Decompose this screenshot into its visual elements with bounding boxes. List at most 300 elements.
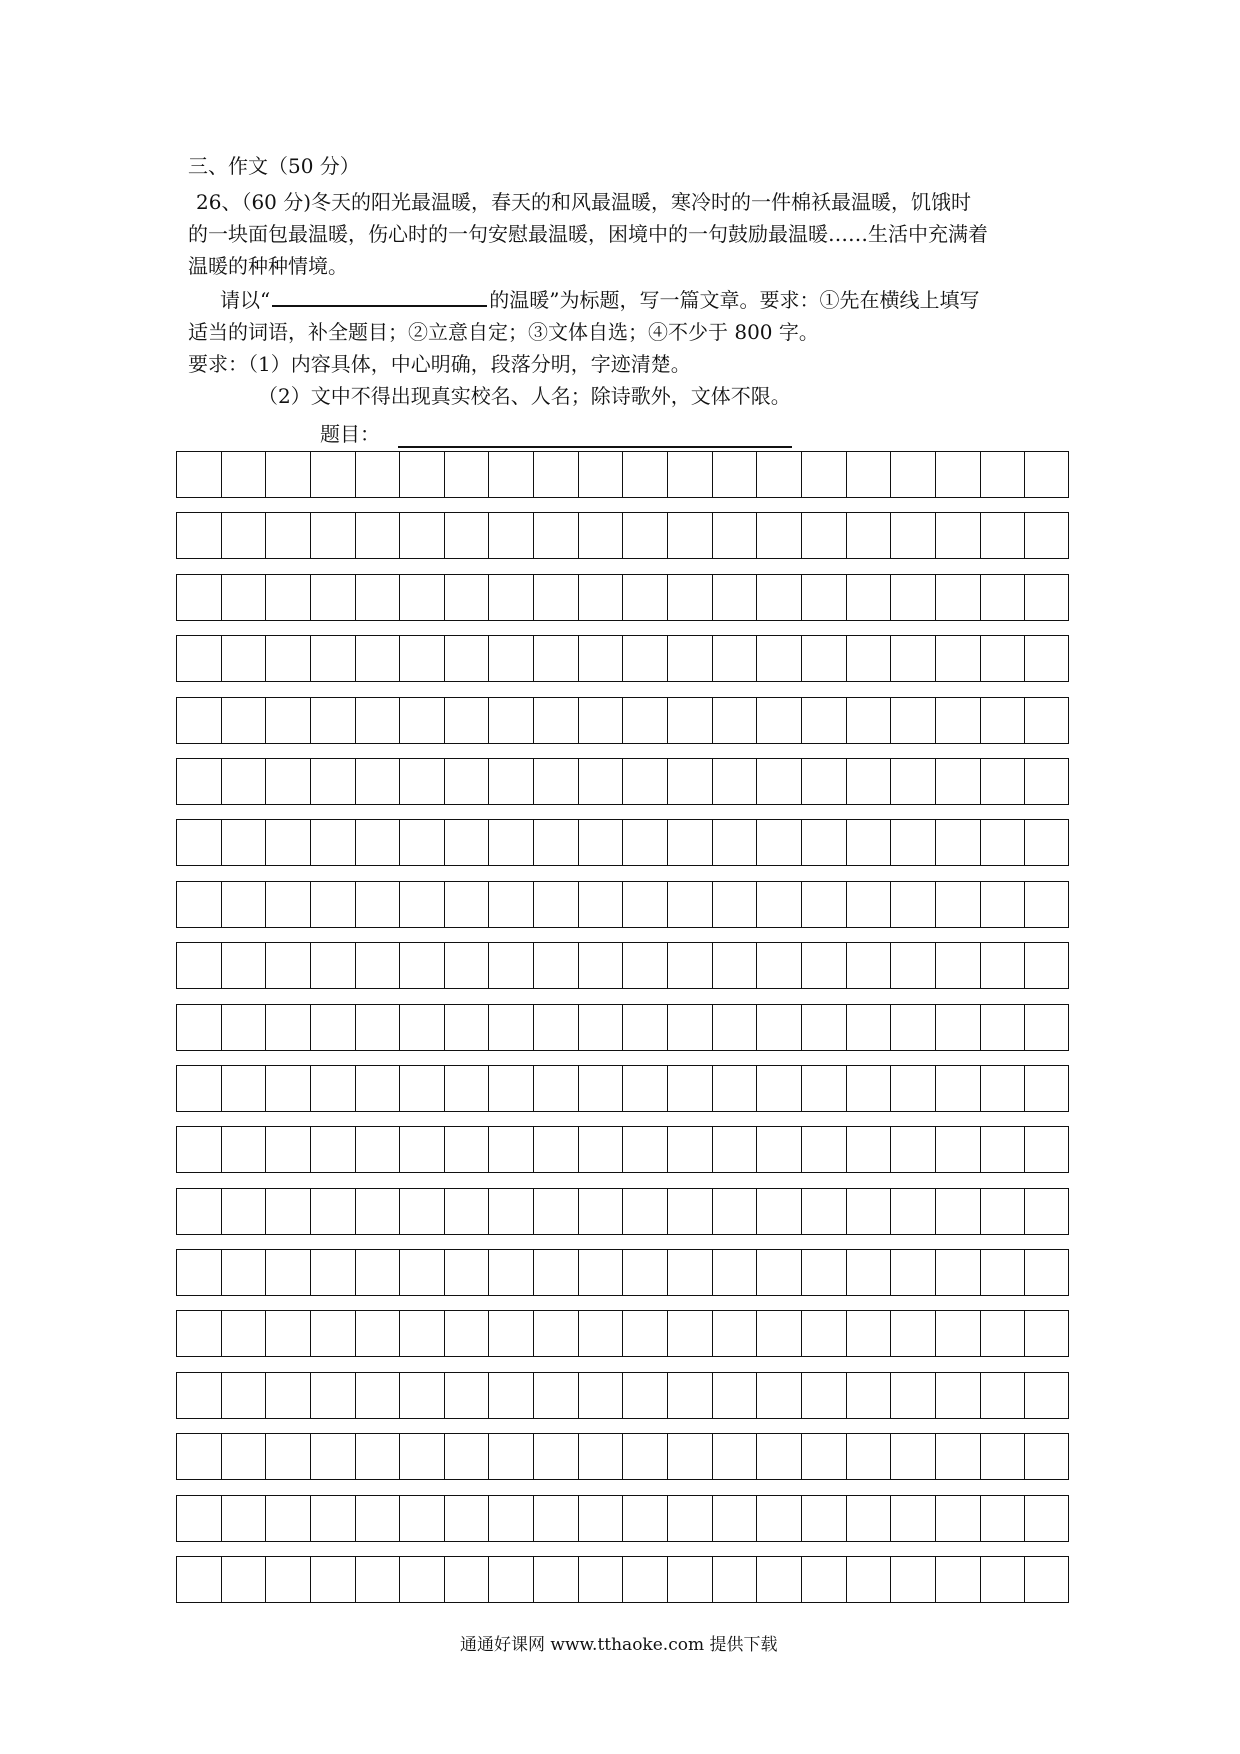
grid-cell[interactable]: [445, 698, 490, 743]
grid-cell[interactable]: [713, 698, 758, 743]
grid-cell[interactable]: [757, 1189, 802, 1234]
grid-cell[interactable]: [981, 1005, 1026, 1050]
grid-cell[interactable]: [981, 452, 1026, 497]
grid-cell[interactable]: [981, 636, 1026, 681]
grid-cell[interactable]: [222, 1127, 267, 1172]
grid-cell[interactable]: [847, 513, 892, 558]
grid-cell[interactable]: [668, 513, 713, 558]
grid-cell[interactable]: [668, 759, 713, 804]
grid-cell[interactable]: [757, 943, 802, 988]
grid-cell[interactable]: [489, 1066, 534, 1111]
grid-cell[interactable]: [534, 882, 579, 927]
grid-cell[interactable]: [445, 1250, 490, 1295]
grid-cell[interactable]: [534, 1434, 579, 1479]
grid-cell[interactable]: [981, 575, 1026, 620]
grid-cell[interactable]: [311, 943, 356, 988]
grid-cell[interactable]: [623, 1496, 668, 1541]
grid-cell[interactable]: [445, 1127, 490, 1172]
grid-cell[interactable]: [757, 1066, 802, 1111]
grid-cell[interactable]: [266, 820, 311, 865]
grid-cell[interactable]: [936, 1066, 981, 1111]
grid-cell[interactable]: [400, 1434, 445, 1479]
grid-cell[interactable]: [222, 943, 267, 988]
grid-cell[interactable]: [311, 1250, 356, 1295]
grid-cell[interactable]: [668, 1250, 713, 1295]
grid-cell[interactable]: [400, 943, 445, 988]
grid-cell[interactable]: [1025, 882, 1070, 927]
grid-cell[interactable]: [891, 943, 936, 988]
grid-cell[interactable]: [936, 1311, 981, 1356]
grid-cell[interactable]: [579, 452, 624, 497]
grid-cell[interactable]: [266, 452, 311, 497]
grid-cell[interactable]: [802, 1557, 847, 1602]
grid-cell[interactable]: [489, 943, 534, 988]
grid-cell[interactable]: [177, 1373, 222, 1418]
grid-cell[interactable]: [489, 1557, 534, 1602]
grid-cell[interactable]: [311, 1066, 356, 1111]
grid-cell[interactable]: [579, 575, 624, 620]
grid-cell[interactable]: [534, 820, 579, 865]
grid-cell[interactable]: [623, 575, 668, 620]
grid-cell[interactable]: [266, 1373, 311, 1418]
grid-cell[interactable]: [222, 820, 267, 865]
grid-cell[interactable]: [713, 1250, 758, 1295]
grid-cell[interactable]: [266, 1496, 311, 1541]
grid-cell[interactable]: [936, 943, 981, 988]
grid-cell[interactable]: [891, 452, 936, 497]
grid-cell[interactable]: [891, 759, 936, 804]
grid-cell[interactable]: [400, 698, 445, 743]
grid-cell[interactable]: [356, 452, 401, 497]
grid-cell[interactable]: [356, 1127, 401, 1172]
grid-cell[interactable]: [177, 1434, 222, 1479]
grid-cell[interactable]: [847, 1557, 892, 1602]
grid-cell[interactable]: [668, 1557, 713, 1602]
grid-cell[interactable]: [177, 452, 222, 497]
grid-cell[interactable]: [981, 943, 1026, 988]
grid-cell[interactable]: [579, 513, 624, 558]
grid-cell[interactable]: [847, 1250, 892, 1295]
grid-cell[interactable]: [713, 452, 758, 497]
grid-cell[interactable]: [579, 1311, 624, 1356]
grid-cell[interactable]: [311, 1557, 356, 1602]
grid-cell[interactable]: [623, 452, 668, 497]
grid-cell[interactable]: [623, 1373, 668, 1418]
grid-cell[interactable]: [847, 1434, 892, 1479]
grid-cell[interactable]: [936, 882, 981, 927]
grid-cell[interactable]: [534, 1311, 579, 1356]
grid-cell[interactable]: [177, 1250, 222, 1295]
grid-cell[interactable]: [1025, 452, 1070, 497]
grid-cell[interactable]: [757, 1434, 802, 1479]
grid-cell[interactable]: [623, 636, 668, 681]
grid-cell[interactable]: [757, 1373, 802, 1418]
grid-cell[interactable]: [713, 636, 758, 681]
grid-cell[interactable]: [668, 1311, 713, 1356]
grid-cell[interactable]: [981, 1127, 1026, 1172]
grid-cell[interactable]: [266, 1189, 311, 1234]
grid-cell[interactable]: [891, 575, 936, 620]
grid-cell[interactable]: [356, 820, 401, 865]
grid-cell[interactable]: [668, 943, 713, 988]
grid-cell[interactable]: [445, 1373, 490, 1418]
grid-cell[interactable]: [311, 820, 356, 865]
grid-cell[interactable]: [847, 882, 892, 927]
grid-cell[interactable]: [891, 698, 936, 743]
grid-cell[interactable]: [802, 1311, 847, 1356]
grid-cell[interactable]: [757, 698, 802, 743]
grid-cell[interactable]: [489, 1005, 534, 1050]
grid-cell[interactable]: [579, 1557, 624, 1602]
grid-cell[interactable]: [802, 759, 847, 804]
grid-cell[interactable]: [802, 1005, 847, 1050]
grid-cell[interactable]: [891, 882, 936, 927]
grid-cell[interactable]: [802, 943, 847, 988]
grid-cell[interactable]: [579, 1373, 624, 1418]
grid-cell[interactable]: [177, 1005, 222, 1050]
grid-cell[interactable]: [936, 575, 981, 620]
grid-cell[interactable]: [489, 882, 534, 927]
grid-cell[interactable]: [802, 1189, 847, 1234]
grid-cell[interactable]: [1025, 1127, 1070, 1172]
grid-cell[interactable]: [981, 759, 1026, 804]
grid-cell[interactable]: [713, 1189, 758, 1234]
grid-cell[interactable]: [445, 636, 490, 681]
grid-cell[interactable]: [311, 1311, 356, 1356]
grid-cell[interactable]: [981, 1189, 1026, 1234]
grid-cell[interactable]: [311, 759, 356, 804]
grid-cell[interactable]: [356, 1250, 401, 1295]
grid-cell[interactable]: [534, 1373, 579, 1418]
grid-cell[interactable]: [222, 1189, 267, 1234]
grid-cell[interactable]: [802, 1496, 847, 1541]
grid-cell[interactable]: [222, 1005, 267, 1050]
grid-cell[interactable]: [757, 1557, 802, 1602]
grid-cell[interactable]: [1025, 759, 1070, 804]
grid-cell[interactable]: [445, 882, 490, 927]
grid-cell[interactable]: [847, 1311, 892, 1356]
grid-cell[interactable]: [623, 698, 668, 743]
grid-cell[interactable]: [623, 882, 668, 927]
grid-cell[interactable]: [936, 1496, 981, 1541]
grid-cell[interactable]: [400, 575, 445, 620]
grid-cell[interactable]: [847, 943, 892, 988]
grid-cell[interactable]: [356, 882, 401, 927]
grid-cell[interactable]: [757, 452, 802, 497]
grid-cell[interactable]: [668, 1189, 713, 1234]
grid-cell[interactable]: [802, 452, 847, 497]
grid-cell[interactable]: [534, 759, 579, 804]
grid-cell[interactable]: [489, 1496, 534, 1541]
grid-cell[interactable]: [802, 513, 847, 558]
grid-cell[interactable]: [445, 1557, 490, 1602]
grid-cell[interactable]: [222, 882, 267, 927]
grid-cell[interactable]: [222, 1557, 267, 1602]
grid-cell[interactable]: [713, 1373, 758, 1418]
grid-cell[interactable]: [222, 1250, 267, 1295]
grid-cell[interactable]: [757, 759, 802, 804]
grid-cell[interactable]: [1025, 636, 1070, 681]
grid-cell[interactable]: [222, 1496, 267, 1541]
grid-cell[interactable]: [356, 1005, 401, 1050]
grid-cell[interactable]: [266, 636, 311, 681]
grid-cell[interactable]: [489, 513, 534, 558]
grid-cell[interactable]: [802, 575, 847, 620]
grid-cell[interactable]: [222, 636, 267, 681]
grid-cell[interactable]: [936, 820, 981, 865]
grid-cell[interactable]: [177, 1311, 222, 1356]
grid-cell[interactable]: [356, 513, 401, 558]
grid-cell[interactable]: [757, 575, 802, 620]
grid-cell[interactable]: [400, 1005, 445, 1050]
grid-cell[interactable]: [579, 698, 624, 743]
grid-cell[interactable]: [802, 1127, 847, 1172]
grid-cell[interactable]: [534, 1189, 579, 1234]
grid-cell[interactable]: [445, 1496, 490, 1541]
grid-cell[interactable]: [668, 820, 713, 865]
grid-cell[interactable]: [400, 882, 445, 927]
grid-cell[interactable]: [266, 1127, 311, 1172]
grid-cell[interactable]: [847, 1005, 892, 1050]
grid-cell[interactable]: [400, 636, 445, 681]
grid-cell[interactable]: [1025, 1250, 1070, 1295]
grid-cell[interactable]: [757, 1005, 802, 1050]
grid-cell[interactable]: [579, 636, 624, 681]
grid-cell[interactable]: [802, 1434, 847, 1479]
grid-cell[interactable]: [981, 1250, 1026, 1295]
grid-cell[interactable]: [936, 513, 981, 558]
grid-cell[interactable]: [534, 1250, 579, 1295]
grid-cell[interactable]: [222, 1434, 267, 1479]
grid-cell[interactable]: [445, 1189, 490, 1234]
grid-cell[interactable]: [802, 1373, 847, 1418]
grid-cell[interactable]: [847, 820, 892, 865]
grid-cell[interactable]: [222, 452, 267, 497]
grid-cell[interactable]: [623, 943, 668, 988]
grid-cell[interactable]: [266, 1311, 311, 1356]
grid-cell[interactable]: [668, 452, 713, 497]
grid-cell[interactable]: [1025, 1066, 1070, 1111]
grid-cell[interactable]: [177, 820, 222, 865]
grid-cell[interactable]: [802, 698, 847, 743]
grid-cell[interactable]: [177, 882, 222, 927]
grid-cell[interactable]: [891, 1311, 936, 1356]
grid-cell[interactable]: [981, 1496, 1026, 1541]
grid-cell[interactable]: [445, 1005, 490, 1050]
grid-cell[interactable]: [489, 636, 534, 681]
grid-cell[interactable]: [936, 1005, 981, 1050]
grid-cell[interactable]: [891, 1496, 936, 1541]
grid-cell[interactable]: [400, 1066, 445, 1111]
grid-cell[interactable]: [534, 1005, 579, 1050]
grid-cell[interactable]: [936, 1189, 981, 1234]
grid-cell[interactable]: [981, 1373, 1026, 1418]
grid-cell[interactable]: [177, 1066, 222, 1111]
grid-cell[interactable]: [623, 1250, 668, 1295]
grid-cell[interactable]: [891, 1005, 936, 1050]
grid-cell[interactable]: [266, 698, 311, 743]
grid-cell[interactable]: [445, 1311, 490, 1356]
grid-cell[interactable]: [445, 452, 490, 497]
grid-cell[interactable]: [579, 1496, 624, 1541]
grid-cell[interactable]: [1025, 575, 1070, 620]
grid-cell[interactable]: [222, 513, 267, 558]
grid-cell[interactable]: [356, 1496, 401, 1541]
grid-cell[interactable]: [847, 1373, 892, 1418]
grid-cell[interactable]: [356, 1557, 401, 1602]
grid-cell[interactable]: [177, 513, 222, 558]
grid-cell[interactable]: [936, 1250, 981, 1295]
grid-cell[interactable]: [534, 1496, 579, 1541]
grid-cell[interactable]: [356, 943, 401, 988]
grid-cell[interactable]: [668, 1434, 713, 1479]
grid-cell[interactable]: [177, 1189, 222, 1234]
grid-cell[interactable]: [891, 1066, 936, 1111]
grid-cell[interactable]: [802, 820, 847, 865]
grid-cell[interactable]: [489, 1311, 534, 1356]
grid-cell[interactable]: [623, 1005, 668, 1050]
grid-cell[interactable]: [847, 698, 892, 743]
grid-cell[interactable]: [713, 1066, 758, 1111]
grid-cell[interactable]: [981, 882, 1026, 927]
grid-cell[interactable]: [311, 452, 356, 497]
grid-cell[interactable]: [400, 1557, 445, 1602]
grid-cell[interactable]: [981, 698, 1026, 743]
grid-cell[interactable]: [445, 820, 490, 865]
grid-cell[interactable]: [757, 513, 802, 558]
grid-cell[interactable]: [623, 513, 668, 558]
grid-cell[interactable]: [891, 1189, 936, 1234]
grid-cell[interactable]: [445, 1066, 490, 1111]
grid-cell[interactable]: [445, 1434, 490, 1479]
grid-cell[interactable]: [847, 1127, 892, 1172]
grid-cell[interactable]: [489, 820, 534, 865]
grid-cell[interactable]: [400, 452, 445, 497]
grid-cell[interactable]: [177, 636, 222, 681]
grid-cell[interactable]: [891, 1127, 936, 1172]
grid-cell[interactable]: [222, 698, 267, 743]
grid-cell[interactable]: [936, 1127, 981, 1172]
grid-cell[interactable]: [266, 513, 311, 558]
grid-cell[interactable]: [489, 452, 534, 497]
grid-cell[interactable]: [266, 882, 311, 927]
grid-cell[interactable]: [534, 1557, 579, 1602]
grid-cell[interactable]: [847, 636, 892, 681]
grid-cell[interactable]: [579, 882, 624, 927]
grid-cell[interactable]: [713, 1005, 758, 1050]
grid-cell[interactable]: [981, 1557, 1026, 1602]
grid-cell[interactable]: [311, 698, 356, 743]
grid-cell[interactable]: [891, 820, 936, 865]
grid-cell[interactable]: [400, 759, 445, 804]
grid-cell[interactable]: [623, 1557, 668, 1602]
grid-cell[interactable]: [623, 1066, 668, 1111]
grid-cell[interactable]: [668, 575, 713, 620]
grid-cell[interactable]: [177, 943, 222, 988]
grid-cell[interactable]: [579, 1127, 624, 1172]
grid-cell[interactable]: [668, 1373, 713, 1418]
grid-cell[interactable]: [802, 882, 847, 927]
grid-cell[interactable]: [713, 1557, 758, 1602]
grid-cell[interactable]: [489, 1373, 534, 1418]
grid-cell[interactable]: [400, 513, 445, 558]
grid-cell[interactable]: [400, 1189, 445, 1234]
grid-cell[interactable]: [623, 1434, 668, 1479]
grid-cell[interactable]: [400, 820, 445, 865]
grid-cell[interactable]: [757, 882, 802, 927]
grid-cell[interactable]: [266, 759, 311, 804]
grid-cell[interactable]: [713, 882, 758, 927]
grid-cell[interactable]: [534, 575, 579, 620]
grid-cell[interactable]: [891, 1434, 936, 1479]
grid-cell[interactable]: [356, 1373, 401, 1418]
grid-cell[interactable]: [356, 1434, 401, 1479]
grid-cell[interactable]: [891, 636, 936, 681]
grid-cell[interactable]: [668, 1127, 713, 1172]
grid-cell[interactable]: [713, 513, 758, 558]
grid-cell[interactable]: [311, 1005, 356, 1050]
grid-cell[interactable]: [1025, 820, 1070, 865]
grid-cell[interactable]: [177, 1496, 222, 1541]
grid-cell[interactable]: [936, 452, 981, 497]
grid-cell[interactable]: [534, 698, 579, 743]
grid-cell[interactable]: [1025, 698, 1070, 743]
grid-cell[interactable]: [311, 575, 356, 620]
grid-cell[interactable]: [177, 1127, 222, 1172]
grid-cell[interactable]: [891, 513, 936, 558]
grid-cell[interactable]: [757, 1311, 802, 1356]
grid-cell[interactable]: [311, 1434, 356, 1479]
grid-cell[interactable]: [668, 1005, 713, 1050]
grid-cell[interactable]: [356, 698, 401, 743]
grid-cell[interactable]: [489, 1250, 534, 1295]
grid-cell[interactable]: [534, 1127, 579, 1172]
grid-cell[interactable]: [1025, 1373, 1070, 1418]
grid-cell[interactable]: [623, 1311, 668, 1356]
grid-cell[interactable]: [177, 698, 222, 743]
grid-cell[interactable]: [1025, 1311, 1070, 1356]
grid-cell[interactable]: [445, 575, 490, 620]
grid-cell[interactable]: [177, 759, 222, 804]
grid-cell[interactable]: [1025, 1005, 1070, 1050]
grid-cell[interactable]: [489, 698, 534, 743]
grid-cell[interactable]: [222, 1311, 267, 1356]
grid-cell[interactable]: [579, 1434, 624, 1479]
grid-cell[interactable]: [266, 1557, 311, 1602]
grid-cell[interactable]: [177, 575, 222, 620]
grid-cell[interactable]: [534, 513, 579, 558]
essay-title-line[interactable]: [398, 446, 792, 448]
grid-cell[interactable]: [266, 575, 311, 620]
grid-cell[interactable]: [713, 1496, 758, 1541]
grid-cell[interactable]: [489, 1127, 534, 1172]
grid-cell[interactable]: [445, 513, 490, 558]
grid-cell[interactable]: [400, 1496, 445, 1541]
grid-cell[interactable]: [266, 1005, 311, 1050]
grid-cell[interactable]: [936, 1373, 981, 1418]
grid-cell[interactable]: [266, 1434, 311, 1479]
grid-cell[interactable]: [311, 1496, 356, 1541]
grid-cell[interactable]: [713, 820, 758, 865]
grid-cell[interactable]: [713, 1434, 758, 1479]
grid-cell[interactable]: [757, 636, 802, 681]
grid-cell[interactable]: [177, 1557, 222, 1602]
grid-cell[interactable]: [1025, 1434, 1070, 1479]
grid-cell[interactable]: [445, 759, 490, 804]
grid-cell[interactable]: [579, 1189, 624, 1234]
title-fill-blank[interactable]: [272, 285, 487, 307]
grid-cell[interactable]: [400, 1311, 445, 1356]
